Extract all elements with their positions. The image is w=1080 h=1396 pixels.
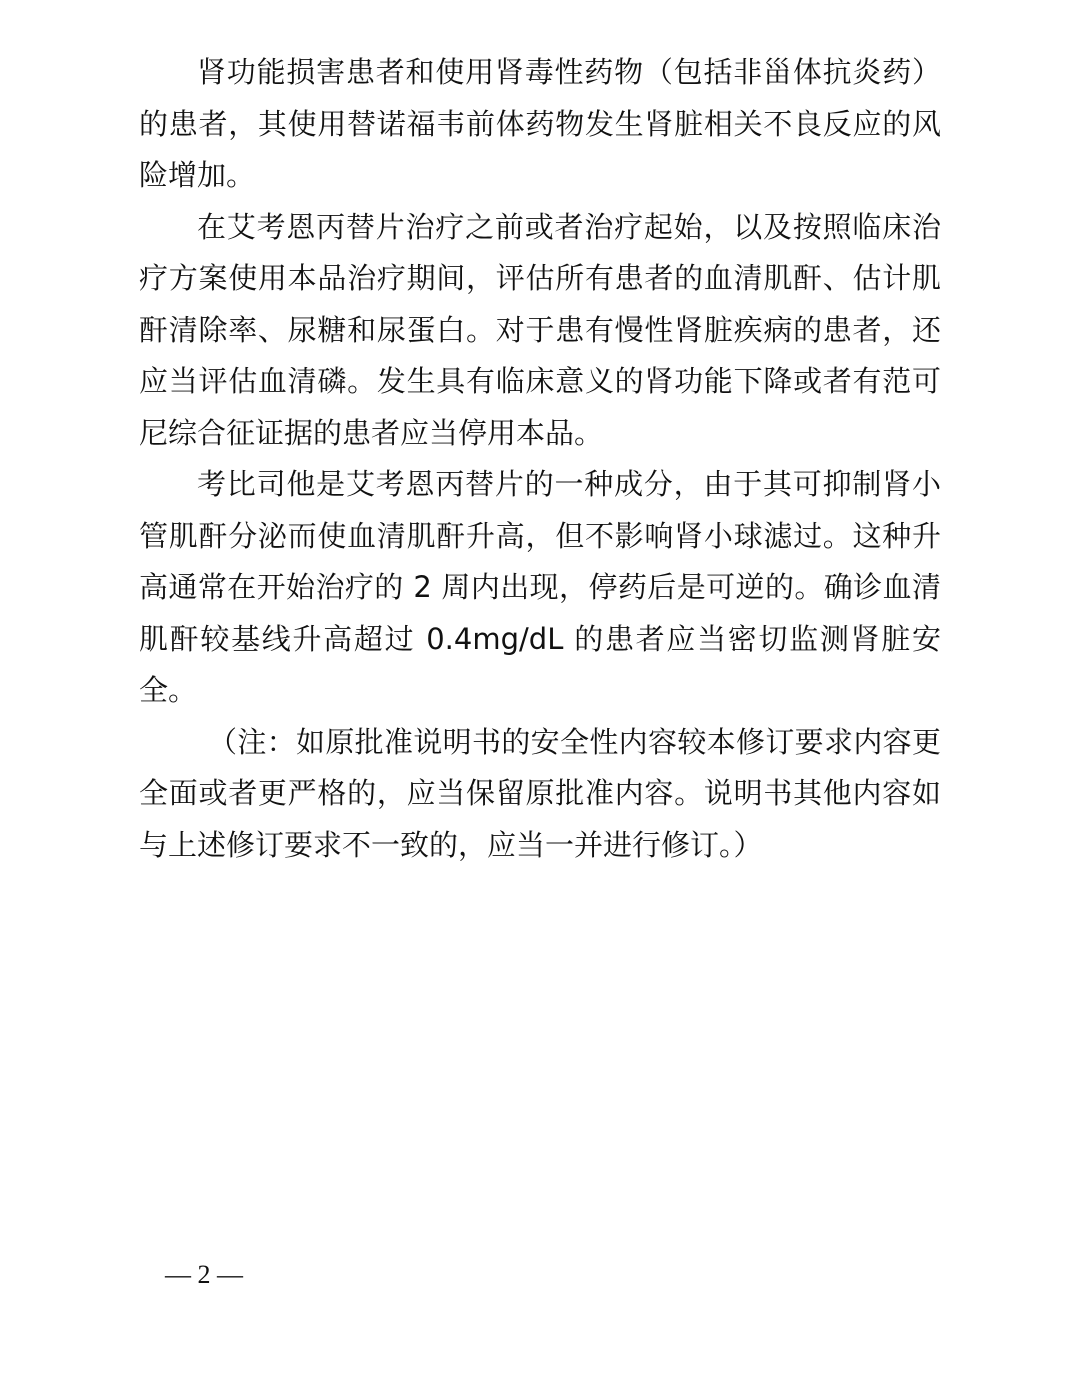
paragraph-cobicistat: 考比司他是艾考恩丙替片的一种成分，由于其可抑制肾小管肌酐分泌而使血清肌酐升高，但不影响肾小球滤过。这种升高通常在开始治疗的 2 周内出现，停药后是可逆的。确诊血清肌酐较基线升高超过 0.4mg/dL 的患者应当密切监测肾脏安全。 xyxy=(139,467,941,707)
paragraph-note: （注：如原批准说明书的安全性内容较本修订要求内容更全面或者更严格的，应当保留原批准内容。说明书其他内容如与上述修订要求不一致的，应当一并进行修订。） xyxy=(139,724,941,862)
page-number: — 2 — xyxy=(165,1260,243,1289)
paragraph-renal-risk: 肾功能损害患者和使用肾毒性药物（包括非甾体抗炎药）的患者，其使用替诺福韦前体药物发生肾脏相关不良反应的风险增加。 xyxy=(139,55,941,192)
body-text xyxy=(139,47,941,871)
paragraph-renal-monitoring: 在艾考恩丙替片治疗之前或者治疗起始，以及按照临床治疗方案使用本品治疗期间，评估所有患者的血清肌酐、估计肌酐清除率、尿糖和尿蛋白。对于患有慢性肾脏疾病的患者，还应当评估血清磷。发生具有临床意义的肾功能下降或者有范可尼综合征证据的患者应当停用本品。 xyxy=(139,209,941,450)
